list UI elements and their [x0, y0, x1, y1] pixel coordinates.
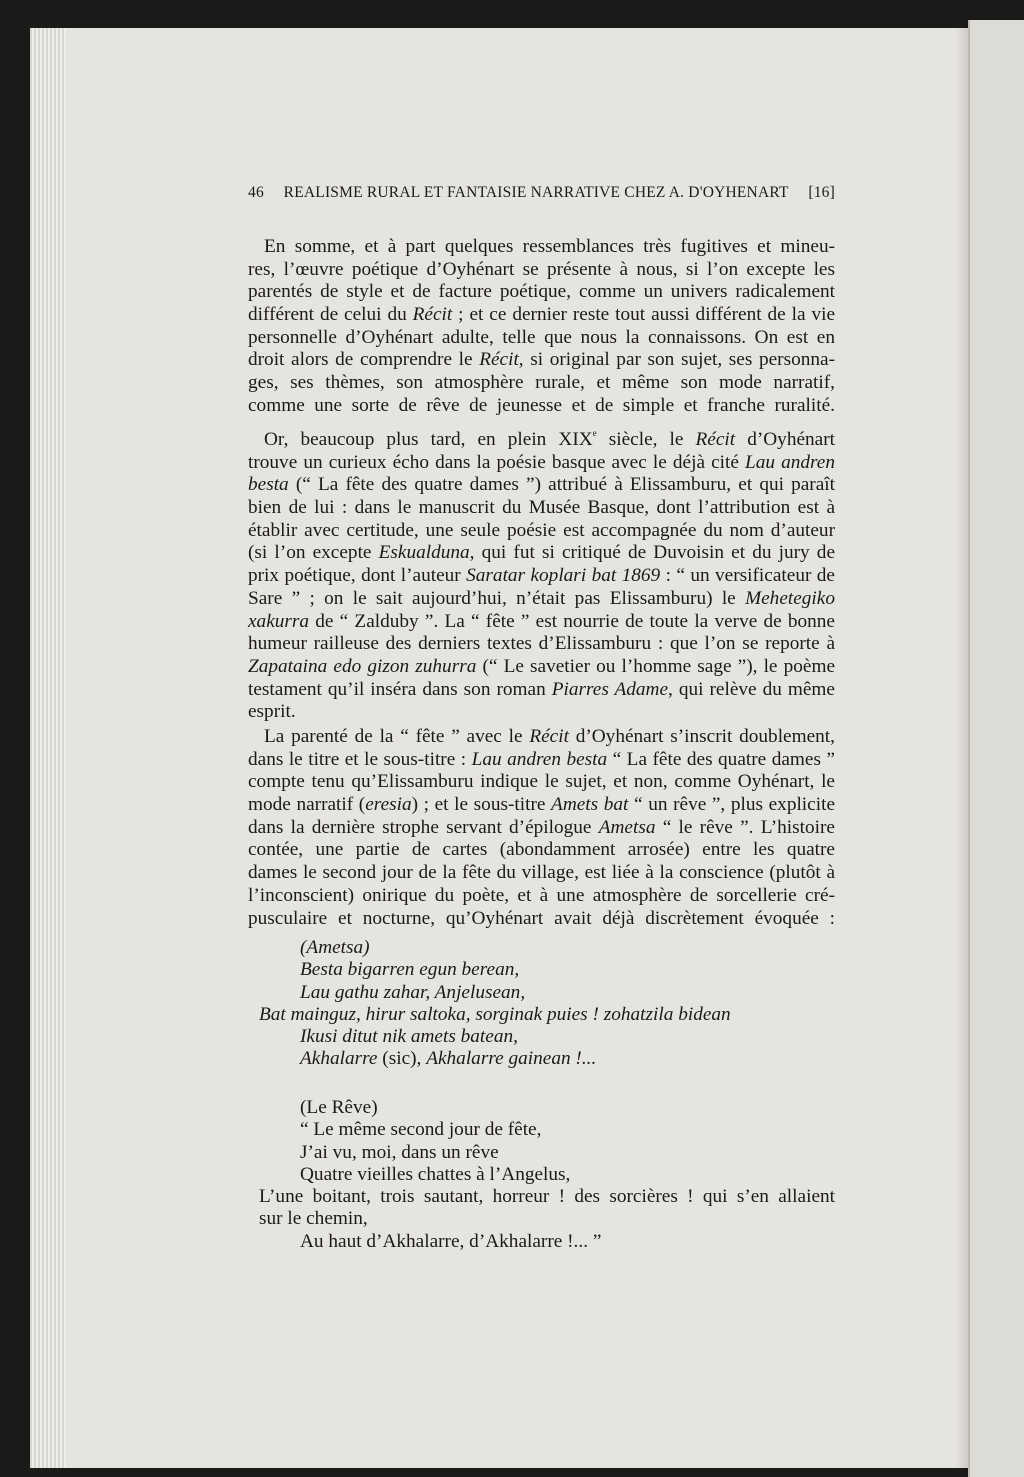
text-line	[248, 817, 835, 840]
italic-text: Zapataina edo gizon zuhurra	[248, 655, 477, 677]
text-line	[248, 304, 835, 327]
poem-basque	[248, 937, 835, 1071]
italic-text: Akhalarre gainean !...	[426, 1048, 597, 1070]
page-number: 46	[248, 184, 264, 201]
text-line	[248, 679, 835, 702]
text-run: de “ Zalduby ”. La “ fête ” est nourrie de toute la verve de bonne	[309, 610, 835, 632]
verse-line	[248, 937, 835, 959]
text-run: parentés de style et de facture poétique, comme un univers radicalement	[248, 281, 835, 303]
italic-text: Lau andren besta	[471, 748, 608, 770]
italic-text: (Ametsa)	[300, 937, 370, 958]
text-line	[248, 726, 835, 749]
verse-line	[248, 1164, 835, 1186]
text-run: Quatre vieilles chattes à l’Angelus,	[300, 1163, 571, 1185]
text-run: ; et ce dernier reste tout aussi différent de la vie	[452, 304, 835, 326]
text-run: testament qu’il inséra dans son roman	[248, 678, 552, 700]
text-line	[248, 588, 835, 611]
text-line	[248, 771, 835, 794]
text-run: Or, beaucoup plus tard, en plein XIX	[264, 429, 593, 450]
text-run: J’ai vu, moi, dans un rêve	[300, 1141, 499, 1163]
text-line	[248, 749, 835, 772]
italic-text: Lau gathu zahar, Anjelusean,	[300, 981, 526, 1003]
verse-line	[248, 1142, 835, 1164]
text-run: prix poétique, dont l’auteur	[248, 565, 467, 587]
page-stack-edges	[30, 28, 66, 1468]
text-line	[248, 885, 835, 908]
text-line	[248, 349, 835, 372]
text-run: (“ La fête des quatre dames ”) attribué à Elissamburu, et qui paraît	[288, 474, 835, 496]
text-run: : “ un versificateur de	[660, 565, 835, 587]
text-run: “ La fête des quatre dames ”	[607, 748, 835, 770]
text-run: (si l’on excepte	[248, 542, 379, 564]
text-run: Sare ” ; on le sait aujourd’hui, n’était pas Elissamburu) le	[248, 587, 746, 609]
italic-text: Eskualduna	[378, 542, 470, 564]
italic-text: Amets bat	[551, 794, 629, 816]
text-line	[248, 656, 835, 679]
text-line	[248, 908, 835, 931]
text-run: ) ; et le sous-titre	[411, 794, 552, 816]
text-run: comme une sorte de rêve de jeunesse et de simple et franche ruralité.	[248, 394, 835, 416]
italic-text: Mehetegiko	[745, 587, 835, 609]
text-run: dames le second jour de la fête du village, est liée à la conscience (plutôt à	[248, 862, 835, 884]
italic-text: Ametsa	[598, 816, 656, 838]
text-run: l’inconscient) onirique du poète, et à une atmosphère de sorcellerie cré-	[248, 884, 835, 906]
italic-text: Besta bigarren egun berean,	[300, 959, 520, 981]
text-line	[248, 452, 835, 475]
text-line	[248, 862, 835, 885]
text-run: “ Le même second jour de fête,	[300, 1119, 542, 1141]
text-line	[248, 259, 835, 282]
text-run: (Le Rêve)	[300, 1097, 378, 1118]
text-line	[248, 794, 835, 817]
verse-line	[248, 1119, 835, 1141]
verse-line	[248, 959, 835, 981]
text-run: dans la dernière strophe servant d’épilogue	[248, 816, 599, 838]
facing-page-edge	[968, 20, 1024, 1477]
text-line	[248, 281, 835, 304]
verse-line	[248, 1097, 835, 1119]
italic-text: xakurra	[248, 610, 310, 632]
text-line	[248, 395, 835, 418]
running-title: REALISME RURAL ET FANTAISIE NARRATIVE CHEZ A. D'OYHENART	[283, 184, 789, 201]
verse-line	[248, 1026, 835, 1048]
text-run: ges, ses thèmes, son atmosphère rurale, et même son mode narratif,	[248, 372, 835, 394]
italic-text: Piarres Adame	[551, 678, 669, 700]
text-line	[248, 701, 835, 724]
text-line	[248, 542, 835, 565]
text-run: Au haut d’Akhalarre, d’Akhalarre !... ”	[300, 1230, 602, 1252]
text-run: mode narratif (	[248, 794, 366, 816]
paragraph	[248, 429, 835, 724]
poem-translation	[248, 1097, 835, 1253]
italic-text: Récit	[412, 304, 453, 326]
italic-text: Ikusi ditut nik amets batean,	[300, 1026, 518, 1048]
text-line	[248, 611, 835, 634]
text-run: (sic),	[377, 1048, 427, 1070]
running-header	[248, 184, 835, 202]
text-line	[248, 565, 835, 588]
verse-line	[248, 1186, 835, 1208]
text-line	[248, 429, 835, 452]
text-run: “ le rêve ”. L’histoire	[655, 816, 835, 838]
italic-text: Akhalarre	[300, 1048, 378, 1070]
text-run: sur le chemin,	[259, 1208, 368, 1230]
text-run: humeur railleuse des derniers textes d’Elissamburu : que l’on se reporte à	[248, 633, 835, 655]
text-run: pusculaire et nocturne, qu’Oyhénart avait déjà discrètement évoquée :	[248, 907, 835, 929]
text-run: contée, une partie de cartes (abondamment arrosée) entre les quatre	[248, 839, 835, 861]
text-run: L’une boitant, trois sautant, horreur ! des sorcières ! qui s’en allaient	[259, 1186, 835, 1208]
text-run: trouve un curieux écho dans la poésie basque avec le déjà cité	[248, 451, 745, 473]
italic-text: Récit	[695, 429, 736, 450]
text-run: (“ Le savetier ou l’homme sage ”), le poème	[476, 655, 836, 677]
paragraph	[248, 726, 835, 930]
text-run: En somme, et à part quelques ressemblances très fugitives et mineu-	[264, 236, 835, 257]
italic-text: eresia	[365, 794, 412, 816]
text-line	[248, 474, 835, 497]
text-run: d’Oyhénart s’inscrit doublement,	[568, 726, 835, 747]
italic-text: Récit	[529, 726, 569, 747]
paragraph	[248, 236, 835, 418]
superscript: e	[592, 428, 597, 438]
text-run: siècle, le	[596, 429, 696, 450]
text-run: droit alors de comprendre le	[248, 349, 480, 371]
text-run: personnelle d’Oyhénart adulte, telle que nous la connaissons. On est en	[248, 326, 835, 348]
text-run: dans le titre et le sous-titre :	[248, 748, 472, 770]
text-run: d’Oyhénart	[735, 429, 835, 450]
text-line	[248, 372, 835, 395]
verse-line	[248, 1231, 835, 1253]
text-run: différent de celui du	[248, 304, 413, 326]
section-number: [16]	[808, 184, 835, 201]
text-run: établir avec certitude, une seule poésie est accompagnée du nom d’auteur	[248, 519, 835, 541]
text-run: compte tenu qu’Elissamburu indique le sujet, et non, comme Oyhénart, le	[248, 771, 835, 793]
text-line	[248, 839, 835, 862]
verse-line	[248, 1004, 835, 1026]
text-run: La parenté de la “ fête ” avec le	[264, 726, 530, 747]
italic-text: Saratar koplari bat 1869	[466, 565, 661, 587]
verse-line	[248, 1208, 835, 1230]
italic-text: Récit	[479, 349, 519, 371]
text-line	[248, 633, 835, 656]
text-run: “ un rêve ”, plus explicite	[628, 794, 835, 816]
text-run: esprit.	[248, 701, 296, 723]
verse-line	[248, 982, 835, 1004]
italic-text: Lau andren	[745, 451, 835, 473]
text-run: , qui relève du même	[668, 678, 835, 700]
verse-line	[248, 1048, 835, 1070]
italic-text: Bat mainguz, hirur saltoka, sorginak puies ! zohatzila bidean	[259, 1003, 731, 1025]
italic-text: besta	[248, 474, 289, 496]
text-run: res, l’œuvre poétique d’Oyhénart se présente à nous, si l’on excepte les	[248, 258, 835, 280]
text-run: , qui fut si critiqué de Duvoisin et du jury de	[469, 542, 836, 564]
text-line	[248, 236, 835, 259]
text-line	[248, 497, 835, 520]
text-line	[248, 327, 835, 350]
text-run: bien de lui : dans le manuscrit du Musée Basque, dont l’attribution est à	[248, 497, 835, 519]
text-line	[248, 520, 835, 543]
text-run: , si original par son sujet, ses personna-	[518, 349, 836, 371]
